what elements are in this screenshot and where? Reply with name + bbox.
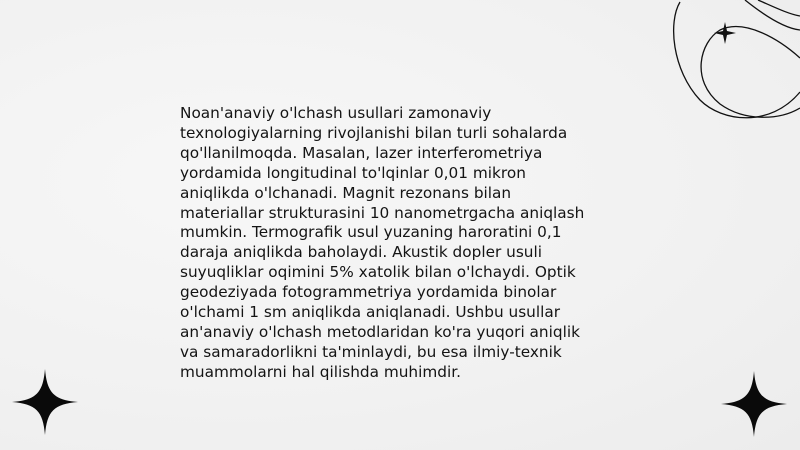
sparkle-icon	[714, 22, 736, 44]
orbit-sparkle-icon	[660, 0, 800, 135]
four-point-star-icon-left	[12, 369, 78, 435]
body-paragraph: Noan'anaviy o'lchash usullari zamonaviy texnologiyalarning rivojlanishi bilan turli sohalarda qo'llanilmoqda. Masalan, lazer interferometriya yordamida longitudinal to'lqinlar 0,01 mikron aniqlikda o'lchanadi. Magnit rezonans bilan materiallar strukturasini 10 nanometrgacha aniqlash mumkin. Termografik usul yuzaning haroratini 0,1 daraja aniqlikda baholaydi. Akustik dopler usuli suyuqliklar oqimini 5% xatolik bilan o'lchaydi. Optik geodeziyada fotogrammetriya yordamida binolar o'lchami 1 sm aniqlikda aniqlanadi. Ushbu usullar an'anaviy o'lchash metodlaridan ko'ra yuqori aniqlik va samaradorlikni ta'minlaydi, bu esa ilmiy-texnik muammolarni hal qilishda muhimdir.	[180, 104, 585, 381]
four-point-star-icon-right	[721, 371, 787, 437]
